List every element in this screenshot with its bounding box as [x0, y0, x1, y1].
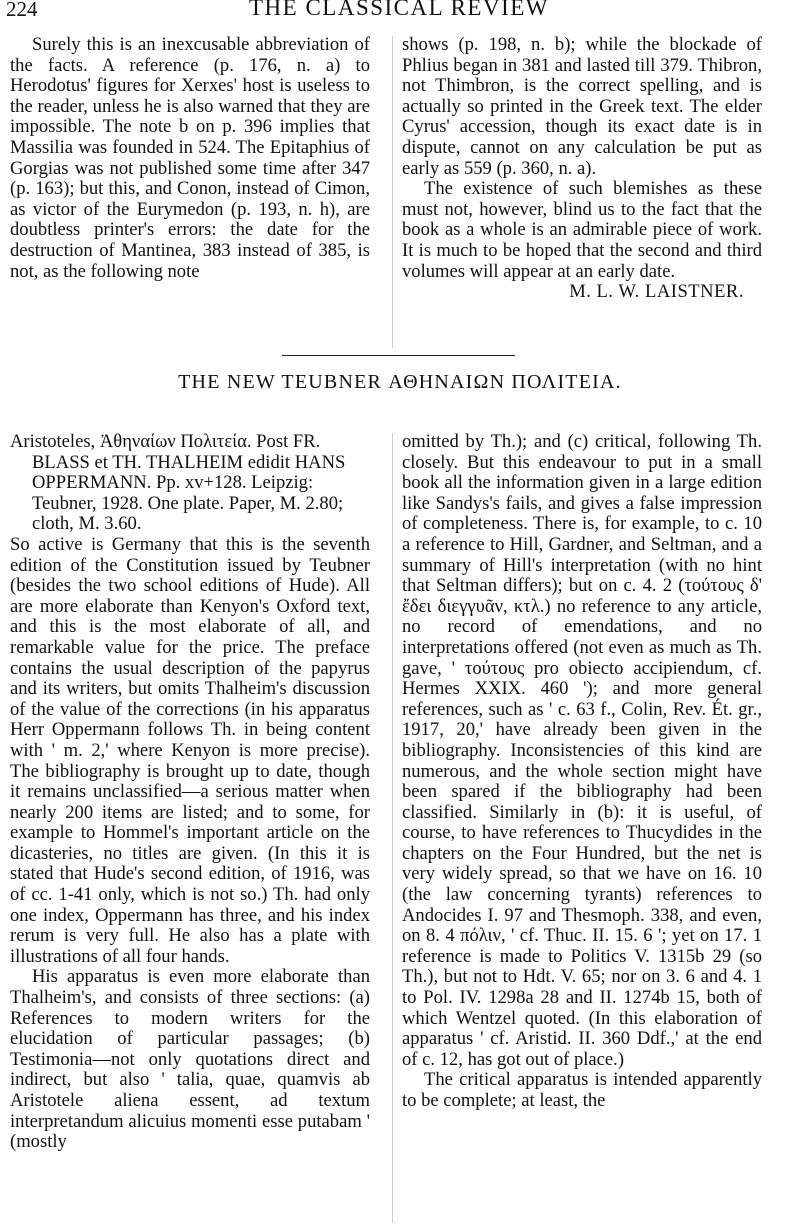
bottom-left-column	[10, 432, 370, 1153]
top-left-column	[10, 35, 370, 282]
column-divider-bottom	[392, 433, 393, 1223]
running-header	[6, 0, 792, 22]
bottom-right-column	[402, 432, 762, 1112]
top-right-column	[402, 35, 762, 303]
reviewer-signature: M. L. W. LAISTNER.	[569, 281, 744, 303]
paragraph-text: So active is Germany that this is the seventh edition of the Constitution issued by Teubner (besides the two school editions of Hude). All are more elaborate than Kenyon's Oxford text, and this is the most elaborate of all, and remarkable value for the price. The preface contains the usual description of the papyrus and its writers, but omits Thalheim's discussion of the value of the corrections (in his apparatus Herr Oppermann follows Th. in being content with ' m. 2,' where Kenyon is more precise). The bibliography is brought up to date, though it remains unclassified—a serious matter when nearly 200 items are listed; and to some, for example to Hommel's important article on the dicasteries, no titles are given. (In this it is stated that Hude's second edition, of 1916, was of cc. 1-41 only, which is not so.) Th. had only one index, Oppermann has three, and his index rerum is very full. He also has a plate with illustrations of all four hands.	[10, 533, 370, 967]
running-title: THE CLASSICAL REVIEW	[248, 0, 549, 20]
paragraph-text: shows (p. 198, n. b); while the blockade of Phlius began in 381 and lasted till 379. Thibron, not Thimbron, is the correct spelling, and is actually so printed in the Greek text. The elder Cyrus' accession, though its exact date is in dispute, cannot on any calculation be put as early as 559 (p. 360, n. a).	[402, 34, 762, 179]
section-title: THE NEW TEUBNER ΑΘΗΝΑΙΩΝ ΠΟΛΙΤΕΙΑ.	[178, 371, 622, 393]
paragraph-text: Surely this is an inexcusable abbreviation of the facts. A reference (p. 176, n. a) to Herodotus' figures for Xerxes' host is useless to the reader, unless he is also warned that they are impossible. The note b on p. 396 implies that Massilia was founded in 524. The Epitaphius of Gorgias was not published some time after 347 (p. 163); but this, and Conon, instead of Cimon, as victor of the Eurymedon (p. 193, n. h), are doubtless printer's errors: the date for the destruction of Mantinea, 383 instead of 385, is not, as the following note	[10, 34, 370, 282]
paragraph-text: omitted by Th.); and (c) critical, following Th. closely. But this endeavour to put in a small book all the information given in a large edition like Sandys's fails, and gives a false impression of completeness. There is, for example, to c. 10 a reference to Hill, Gardner, and Seltman, and a summary of Hill's interpretation (with no hint that Seltman differs); but on c. 4. 2 (τούτους δ' ἔδει διεγγυᾶν, κτλ.) no reference to any article, no record of emendations, and no interpretations offered (not even as much as Th. gave, ' τούτους pro obiecto accipiendum, cf. Hermes XXIX. 460 '); and more general references, such as ' c. 63 f., Colin, Rev. Ét. gr., 1917, 20,' have already been given in the bibliography. Inconsistencies of this kind are numerous, and the whole section might have been spared if the bibliography had been classified. Similarly in (b): it is useful, of course, to have references to Thucydides in the chapters on the Four Hundred, but the net is very widely spread, so that we have on 16. 10 (the law concerning tyrants) references to Andocides I. 97 and Thesmoph. 338, and even, on 8. 4 πόλιν, ' cf. Thuc. II. 15. 6 '; yet on 17. 1 reference is made to Politics V. 1315b 29 (so Th.), but not to Hdt. V. 65; nor on 3. 6 and 4. 1 to Pol. IV. 1298a 28 and II. 1274b 15, both of which Wentzel quoted. (In this elaboration of apparatus ' cf. Aristid. II. 360 Ddf.,' at the end of c. 12, has got out of place.)	[402, 431, 762, 1070]
paragraph-text: The critical apparatus is intended apparently to be complete; at least, the	[402, 1069, 762, 1111]
paragraph-text: His apparatus is even more elaborate than Thalheim's, and consists of three sections: (a) References to modern writers for the elucidation of particular passages; (b) Testimonia—not only quotations direct and indirect, but also ' talia, quae, quamvis ab Aristotele aliena essent, ad textum interpretandum alicuius momenti esse putabam ' (mostly	[10, 966, 370, 1153]
section-divider	[282, 355, 515, 356]
bibliographic-entry: Aristoteles, Ἀθηναίων Πολιτεία. Post FR. BLASS et TH. THALHEIM edidit HANS OPPERMANN. Pp. xv+128. Leipzig: Teubner, 1928. One plate. Paper, M. 2.80; cloth, M. 3.60.	[10, 431, 346, 535]
page-number: 224	[6, 0, 38, 21]
column-divider-top	[392, 36, 393, 348]
paragraph-text: The existence of such blemishes as these must not, however, blind us to the fact that the book as a whole is an admirable piece of work. It is much to be hoped that the second and third volumes will appear at an early date.	[402, 178, 762, 282]
